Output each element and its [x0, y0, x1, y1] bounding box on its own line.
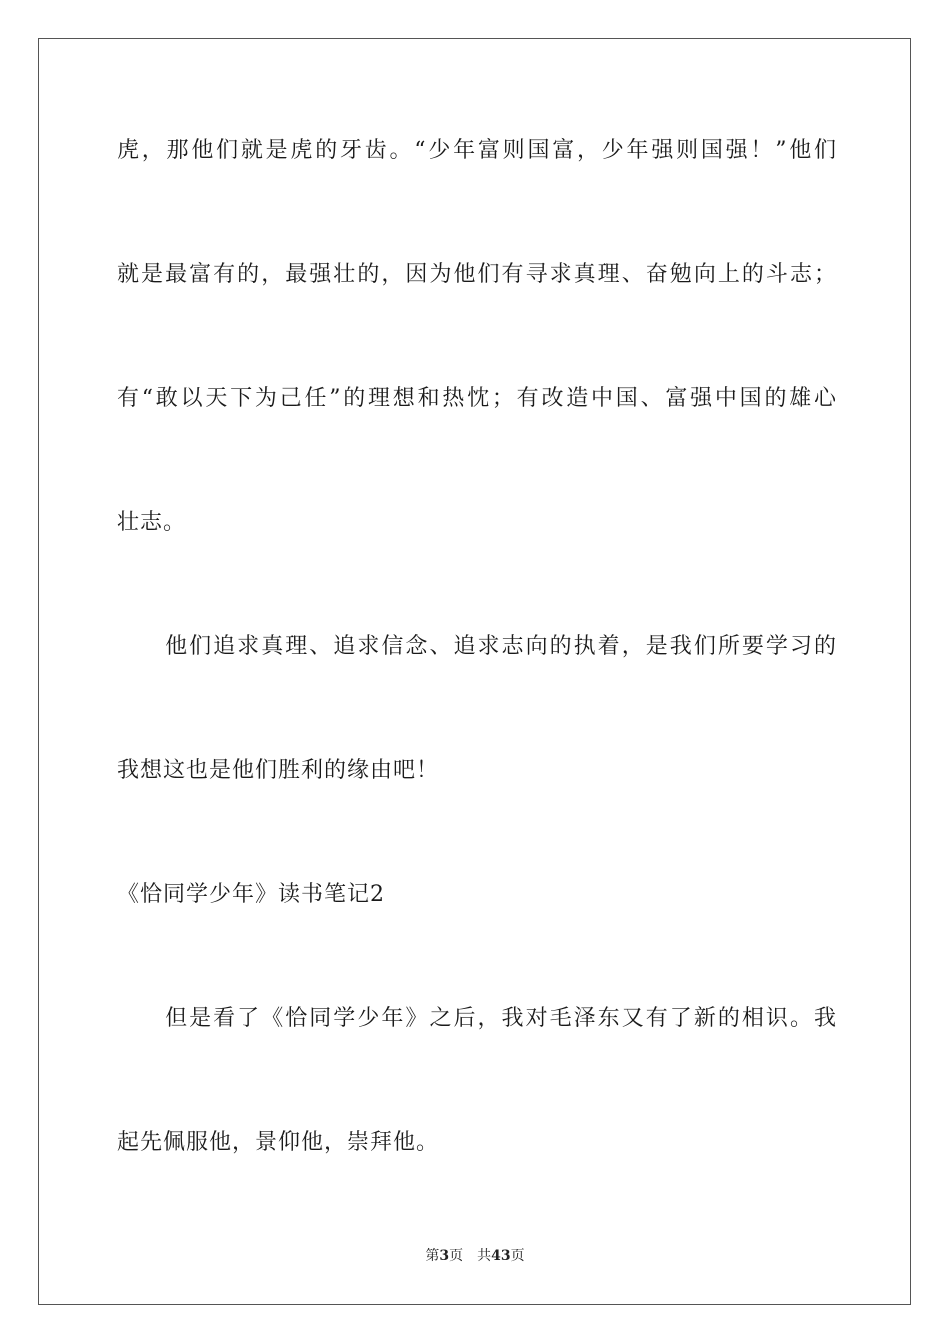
- total-prefix: 共: [477, 1248, 492, 1264]
- total-pages: 43: [491, 1248, 511, 1264]
- section-heading: 《恰同学少年》读书笔记2: [117, 882, 385, 907]
- page-suffix: 页: [449, 1248, 464, 1264]
- text-line-9: 起先佩服他，景仰他，崇拜他。: [117, 1130, 440, 1155]
- page-prefix: 第: [425, 1248, 440, 1264]
- text-line-6: 我想这也是他们胜利的缘由吧！: [117, 758, 440, 783]
- page-number: 3: [439, 1248, 450, 1264]
- text-line-8: 但是看了《恰同学少年》之后，我对毛泽东又有了新的相识。我: [117, 1006, 837, 1031]
- text-line-2: 就是最富有的，最强壮的，因为他们有寻求真理、奋勉向上的斗志；: [117, 262, 837, 287]
- page-footer: [0, 1247, 950, 1265]
- text-line-3: 有“敢以天下为己任”的理想和热忱；有改造中国、富强中国的雄心: [117, 386, 837, 411]
- text-line-5: 他们追求真理、追求信念、追求志向的执着，是我们所要学习的: [117, 634, 837, 659]
- text-line-1: 虎，那他们就是虎的牙齿。“少年富则国富，少年强则国强！”他们: [117, 138, 837, 163]
- page-border: [38, 38, 911, 1305]
- total-suffix: 页: [510, 1248, 525, 1264]
- text-line-4: 壮志。: [117, 510, 187, 535]
